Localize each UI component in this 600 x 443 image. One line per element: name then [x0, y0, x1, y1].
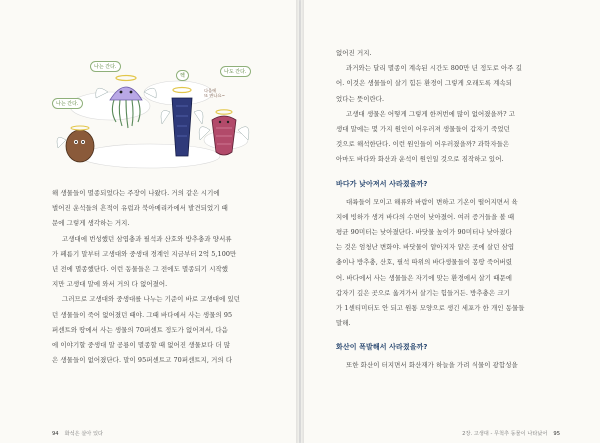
right-page-footer [462, 430, 560, 437]
fossil-creatures-illustration [50, 48, 254, 176]
body-line: 벌어진 운석들의 흔적이 유럽과 북아메리카에서 발견되었기 때 [52, 204, 228, 213]
body-line: 그러므로 고생대와 중생대를 나누는 기준이 바로 고생대에 있던 [62, 295, 241, 304]
body-line: 가 1센티미터도 안 되고 원통 모양으로 생긴 세포가 한 개인 동물들 [336, 304, 525, 313]
body-line: 가 페름기 말부터 고생대와 중생대 경계인 지금부터 2억 5,100만 [52, 249, 237, 258]
body-line: 것으로 해석한단다. 이런 원인들이 어우러졌을까? 과학자들은 [336, 140, 510, 149]
left-page-footer [52, 430, 103, 437]
body-line: 어. 이것은 생물들이 살기 힘든 환경이 그렇게 오래도록 계속되 [336, 79, 513, 88]
body-line: 과거와는 달리 멸종이 계속된 시간도 800만 년 정도로 아주 길 [346, 64, 522, 73]
section-heading: 바다가 낮아져서 사라졌을까? [336, 179, 428, 188]
speech-bubble: 나도 간다. [220, 66, 251, 77]
body-line: 평균 90미터는 낮아졌단다. 바닷물 높이가 90미터나 낮아졌다 [336, 228, 512, 237]
page-number: 94 [52, 431, 59, 437]
body-line: 아마도 바다와 화산과 운석이 원인일 것으로 짐작하고 있어. [336, 155, 504, 164]
body-line: 생대 말에는 몇 가지 원인이 어우러져 생물들이 갑자기 죽었던 [336, 125, 510, 134]
body-line: 대륙들이 모이고 해류와 바람이 변하고 기온이 떨어지면서 육 [346, 197, 518, 206]
body-line: 은 생물들이 없어졌단다. 말이 95퍼센트고 70퍼센트지, 거의 다 [52, 356, 233, 365]
running-title: 화석은 살아 있다 [64, 431, 103, 437]
body-line: 없어진 거지. [336, 49, 372, 57]
body-line: 는 것은 엄청난 변화야. 바닷물이 얕아지자 얕은 곳에 살던 삼엽 [336, 243, 515, 252]
body-line: 문에 그렇게 생각하는 거지. [52, 219, 130, 228]
speech-bubble: 나는 간다. [90, 61, 121, 72]
body-line: 해 생물들이 멸종되었다는 주장이 나왔다. 거의 같은 시기에 [52, 189, 220, 197]
body-line: 던 생물들이 죽어 없어졌던 때야. 그때 바다에서 사는 생물의 95 [52, 310, 233, 319]
body-line: 고생대에 번성했던 삼엽충과 필석과 산호와 방추충과 양서류 [62, 234, 232, 243]
running-title: 2장. 고생대 - 무척추 동물이 나타났어 [462, 431, 548, 437]
body-line: 퍼센트와 땅에서 사는 생물의 70퍼센트 정도가 없어져서, 다음 [52, 325, 228, 334]
body-line: 지에 빙하가 생겨 바다의 수면이 낮아졌어. 여러 증거들을 볼 때 [336, 212, 515, 221]
left-page-body [52, 186, 240, 368]
handwritten-note: 다음에 또 만나요~ [204, 88, 226, 98]
body-line: 고생대 생물은 어떻게 그렇게 한꺼번에 많이 없어졌을까? 고 [346, 109, 516, 118]
speech-bubble: 나는 간다. [52, 98, 83, 109]
body-line: 또한 화산이 터지면서 화산재가 하늘을 가려 식물이 광합성을 [346, 361, 518, 370]
page-number: 95 [553, 431, 560, 437]
right-page-body [336, 46, 525, 374]
body-line: 지만 고생대 말에 와서 거의 다 없어졌어. [52, 280, 168, 289]
body-line: 년 전에 멸종했단다. 이런 동물들은 그 전에도 멸종되기 시작했 [52, 265, 229, 274]
book-gutter [296, 0, 304, 443]
section-heading: 화산이 폭발해서 사라졌을까? [336, 343, 428, 352]
speech-bubble: 헥 [176, 70, 189, 81]
body-line: 에 이야기할 중생대 말 공룡이 멸종할 때 없어진 생물보다 더 많 [52, 341, 231, 350]
body-line: 갑자기 깊은 곳으로 옮겨가서 살기는 힘들거든. 방추충은 크기 [336, 288, 510, 297]
body-line: 충이나 방추충, 산호, 필석 따위의 바다생물들이 몽땅 죽어버렸 [336, 258, 513, 267]
body-line: 어. 바다에서 사는 생물들은 자기에 맞는 환경에서 살기 때문에 [336, 273, 513, 282]
body-line: 었다는 뜻이란다. [336, 94, 385, 103]
body-line: 말해. [336, 319, 351, 328]
